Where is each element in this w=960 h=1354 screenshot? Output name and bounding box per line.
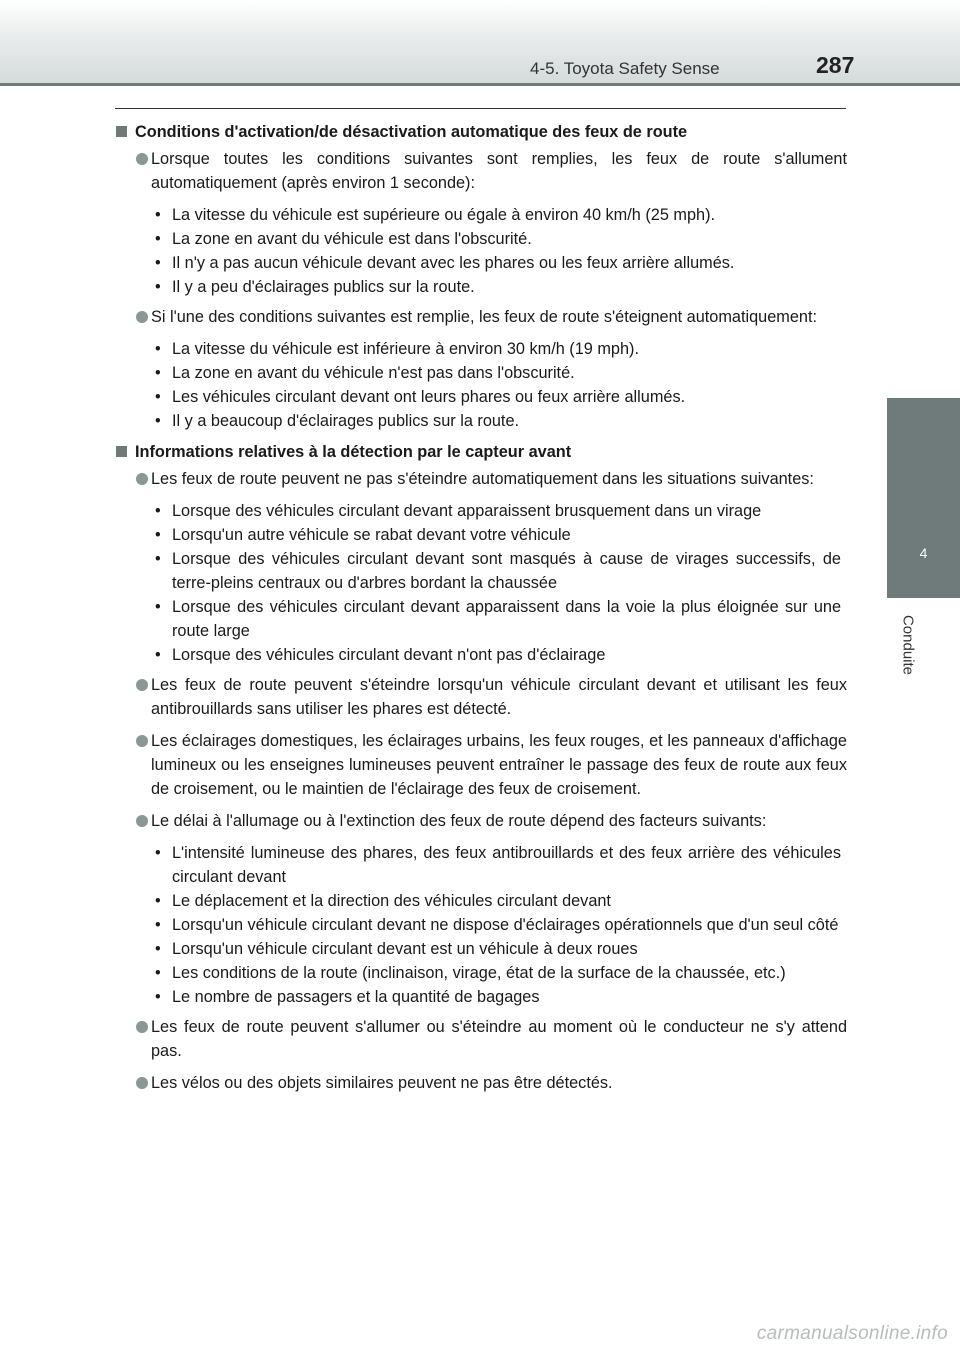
list-item: • Les véhicules circulant devant ont leurs phares ou feux arrière allumés. <box>115 385 847 409</box>
section-heading <box>115 119 847 145</box>
list-item: • Lorsque des véhicules circulant devant apparaissent dans la voie la plus éloignée sur une route large <box>115 595 847 643</box>
list-item: • Le nombre de passagers et la quantité de bagages <box>115 985 847 1009</box>
circle-point <box>115 147 847 195</box>
list-item: • Les conditions de la route (inclinaison, virage, état de la surface de la chaussée, etc.) <box>115 961 847 985</box>
point-text: Les feux de route peuvent ne pas s'éteindre automatiquement dans les situations suivantes: <box>151 470 814 488</box>
point-text: Les vélos ou des objets similaires peuvent ne pas être détectés. <box>151 1074 613 1092</box>
circle-point <box>115 1015 847 1063</box>
page-number: 287 <box>816 52 855 78</box>
watermark: carmanualsonline.info <box>756 1323 948 1344</box>
content-body <box>115 119 847 1103</box>
chapter-number: 4 <box>919 545 928 561</box>
bullet-list <box>115 841 847 1009</box>
list-item: • Lorsque des véhicules circulant devant n'ont pas d'éclairage <box>115 643 847 667</box>
list-item: • Il y a peu d'éclairages publics sur la route. <box>115 275 847 299</box>
list-item: • Il y a beaucoup d'éclairages publics sur la route. <box>115 409 847 433</box>
circle-bullet-icon <box>136 1021 148 1033</box>
bullet-list <box>115 337 847 433</box>
header-rule <box>0 83 960 86</box>
section-title: 4-5. Toyota Safety Sense <box>530 59 720 78</box>
point-text: Les feux de route peuvent s'éteindre lorsqu'un véhicule circulant devant et utilisant les feux antibrouillards sans utiliser les phares est détecté. <box>151 676 847 718</box>
list-item: • La zone en avant du véhicule est dans l'obscurité. <box>115 227 847 251</box>
circle-point <box>115 673 847 721</box>
point-text: Le délai à l'allumage ou à l'extinction des feux de route dépend des facteurs suivants: <box>151 812 767 830</box>
circle-point <box>115 1071 847 1095</box>
list-item: • Le déplacement et la direction des véhicules circulant devant <box>115 889 847 913</box>
point-text: Si l'une des conditions suivantes est remplie, les feux de route s'éteignent automatiquement: <box>151 308 817 326</box>
circle-bullet-icon <box>136 153 148 165</box>
chapter-label-text: Conduite <box>899 614 917 676</box>
square-bullet-icon <box>116 446 127 457</box>
list-item: • La vitesse du véhicule est inférieure à environ 30 km/h (19 mph). <box>115 337 847 361</box>
list-item: • La zone en avant du véhicule n'est pas dans l'obscurité. <box>115 361 847 385</box>
circle-bullet-icon <box>136 735 148 747</box>
point-text: Les feux de route peuvent s'allumer ou s'éteindre au moment où le conducteur ne s'y attend pas. <box>151 1018 847 1060</box>
point-text: Les éclairages domestiques, les éclairages urbains, les feux rouges, et les panneaux d'affichage lumineux ou les enseignes lumineuses peuvent entraîner le passage des feux de route aux feux de croisement, ou le maintien de l'éclairage des feux de croisement. <box>151 732 847 798</box>
square-bullet-icon <box>116 126 127 137</box>
circle-bullet-icon <box>136 679 148 691</box>
list-item: • Lorsqu'un autre véhicule se rabat devant votre véhicule <box>115 523 847 547</box>
chapter-tab <box>887 398 960 598</box>
list-item: • Lorsqu'un véhicule circulant devant est un véhicule à deux roues <box>115 937 847 961</box>
circle-point <box>115 467 847 491</box>
section-heading-text: Informations relatives à la détection par le capteur avant <box>135 443 572 461</box>
circle-bullet-icon <box>136 1077 148 1089</box>
content-top-rule <box>115 108 846 109</box>
page-header <box>0 0 960 100</box>
circle-point <box>115 729 847 801</box>
list-item: • Il n'y a pas aucun véhicule devant avec les phares ou les feux arrière allumés. <box>115 251 847 275</box>
point-text: Lorsque toutes les conditions suivantes sont remplies, les feux de route s'allument automatiquement (après environ 1 seconde): <box>151 150 847 192</box>
list-item: • Lorsque des véhicules circulant devant apparaissent brusquement dans un virage <box>115 499 847 523</box>
bullet-list <box>115 203 847 299</box>
list-item: • Lorsqu'un véhicule circulant devant ne dispose d'éclairages opérationnels que d'un seul côté <box>115 913 847 937</box>
circle-bullet-icon <box>136 311 148 323</box>
list-item: • Lorsque des véhicules circulant devant sont masqués à cause de virages successifs, de terre-pleins centraux ou d'arbres bordant la chaussée <box>115 547 847 595</box>
circle-bullet-icon <box>136 815 148 827</box>
circle-point <box>115 809 847 833</box>
section-heading <box>115 439 847 465</box>
bullet-list <box>115 499 847 667</box>
list-item: • L'intensité lumineuse des phares, des feux antibrouillards et des feux arrière des véhicules circulant devant <box>115 841 847 889</box>
chapter-label <box>889 605 927 685</box>
circle-bullet-icon <box>136 473 148 485</box>
section-heading-text: Conditions d'activation/de désactivation automatique des feux de route <box>135 123 688 141</box>
circle-point <box>115 305 847 329</box>
list-item: • La vitesse du véhicule est supérieure ou égale à environ 40 km/h (25 mph). <box>115 203 847 227</box>
